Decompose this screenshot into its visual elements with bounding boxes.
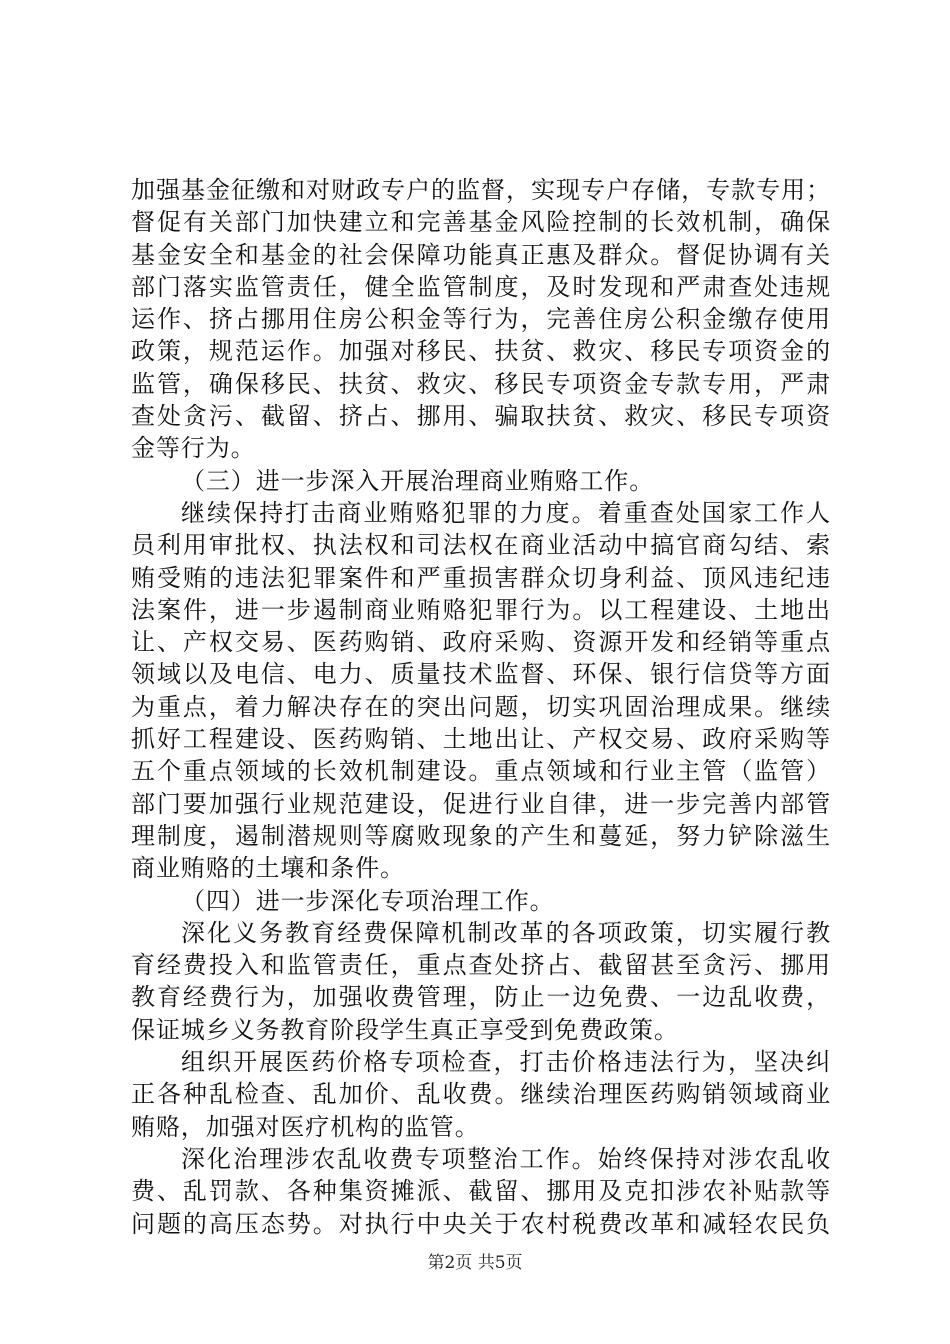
text-line: 让、产权交易、医药购销、政府采购、资源开发和经销等重点 [131, 628, 831, 657]
text-line: 贿受贿的违法犯罪案件和严重损害群众切身利益、顶风违纪违 [131, 563, 831, 592]
text-line: 抓好工程建设、医药购销、土地出让、产权交易、政府采购等 [131, 725, 831, 754]
text-line: 保证城乡义务教育阶段学生真正享受到免费政策。 [131, 1015, 679, 1044]
text-line: 深化义务教育经费保障机制改革的各项政策，切实履行教 [181, 918, 831, 947]
text-line: 领域以及电信、电力、质量技术监督、环保、银行信贷等方面 [131, 660, 831, 689]
document-body [131, 174, 831, 1240]
text-line: 继续保持打击商业贿赂犯罪的力度。着重查处国家工作人 [181, 498, 831, 527]
text-line: （三）进一步深入开展治理商业贿赂工作。 [181, 466, 655, 495]
text-line: 政策，规范运作。加强对移民、扶贫、救灾、移民专项资金的 [131, 337, 831, 366]
text-line: 教育经费行为，加强收费管理，防止一边免费、一边乱收费， [131, 983, 831, 1012]
text-line: 查处贪污、截留、挤占、挪用、骗取扶贫、救灾、移民专项资 [131, 402, 831, 431]
text-line: 督促有关部门加快建立和完善基金风险控制的长效机制，确保 [131, 208, 831, 237]
text-line: 深化治理涉农乱收费专项整治工作。始终保持对涉农乱收 [181, 1144, 831, 1173]
text-line: 部门落实监管责任，健全监管制度，及时发现和严肃查处违规 [131, 272, 831, 301]
text-line: 五个重点领域的长效机制建设。重点领域和行业主管（监管） [131, 757, 831, 786]
text-line: 理制度，遏制潜规则等腐败现象的产生和蔓延，努力铲除滋生 [131, 821, 831, 850]
text-line: 育经费投入和监管责任，重点查处挤占、截留甚至贪污、挪用 [131, 951, 831, 980]
text-line: 贿赂，加强对医疗机构的监管。 [131, 1112, 480, 1141]
text-line: 金等行为。 [131, 434, 256, 463]
text-line: （四）进一步深化专项治理工作。 [181, 886, 555, 915]
text-line: 费、乱罚款、各种集资摊派、截留、挪用及克扣涉农补贴款等 [131, 1177, 831, 1206]
text-line: 问题的高压态势。对执行中央关于农村税费改革和减轻农民负 [131, 1209, 831, 1238]
text-line: 监管，确保移民、扶贫、救灾、移民专项资金专款专用，严肃 [131, 369, 831, 398]
text-line: 部门要加强行业规范建设，促进行业自律，进一步完善内部管 [131, 789, 831, 818]
text-line: 正各种乱检查、乱加价、乱收费。继续治理医药购销领域商业 [131, 1080, 831, 1109]
text-line: 组织开展医药价格专项检查，打击价格违法行为，坚决纠 [181, 1048, 831, 1077]
text-line: 为重点，着力解决存在的突出问题，切实巩固治理成果。继续 [131, 692, 831, 721]
text-line: 加强基金征缴和对财政专户的监督，实现专户存储，专款专用； [131, 176, 831, 204]
text-line: 运作、挤占挪用住房公积金等行为，完善住房公积金缴存使用 [131, 305, 831, 334]
text-line: 商业贿赂的土壤和条件。 [131, 854, 405, 883]
text-line: 员利用审批权、执法权和司法权在商业活动中搞官商勾结、索 [131, 531, 831, 560]
text-line: 法案件，进一步遏制商业贿赂犯罪行为。以工程建设、土地出 [131, 595, 831, 624]
page-footer: 第2页 共5页 [427, 1253, 523, 1273]
text-line: 基金安全和基金的社会保障功能真正惠及群众。督促协调有关 [131, 240, 831, 269]
